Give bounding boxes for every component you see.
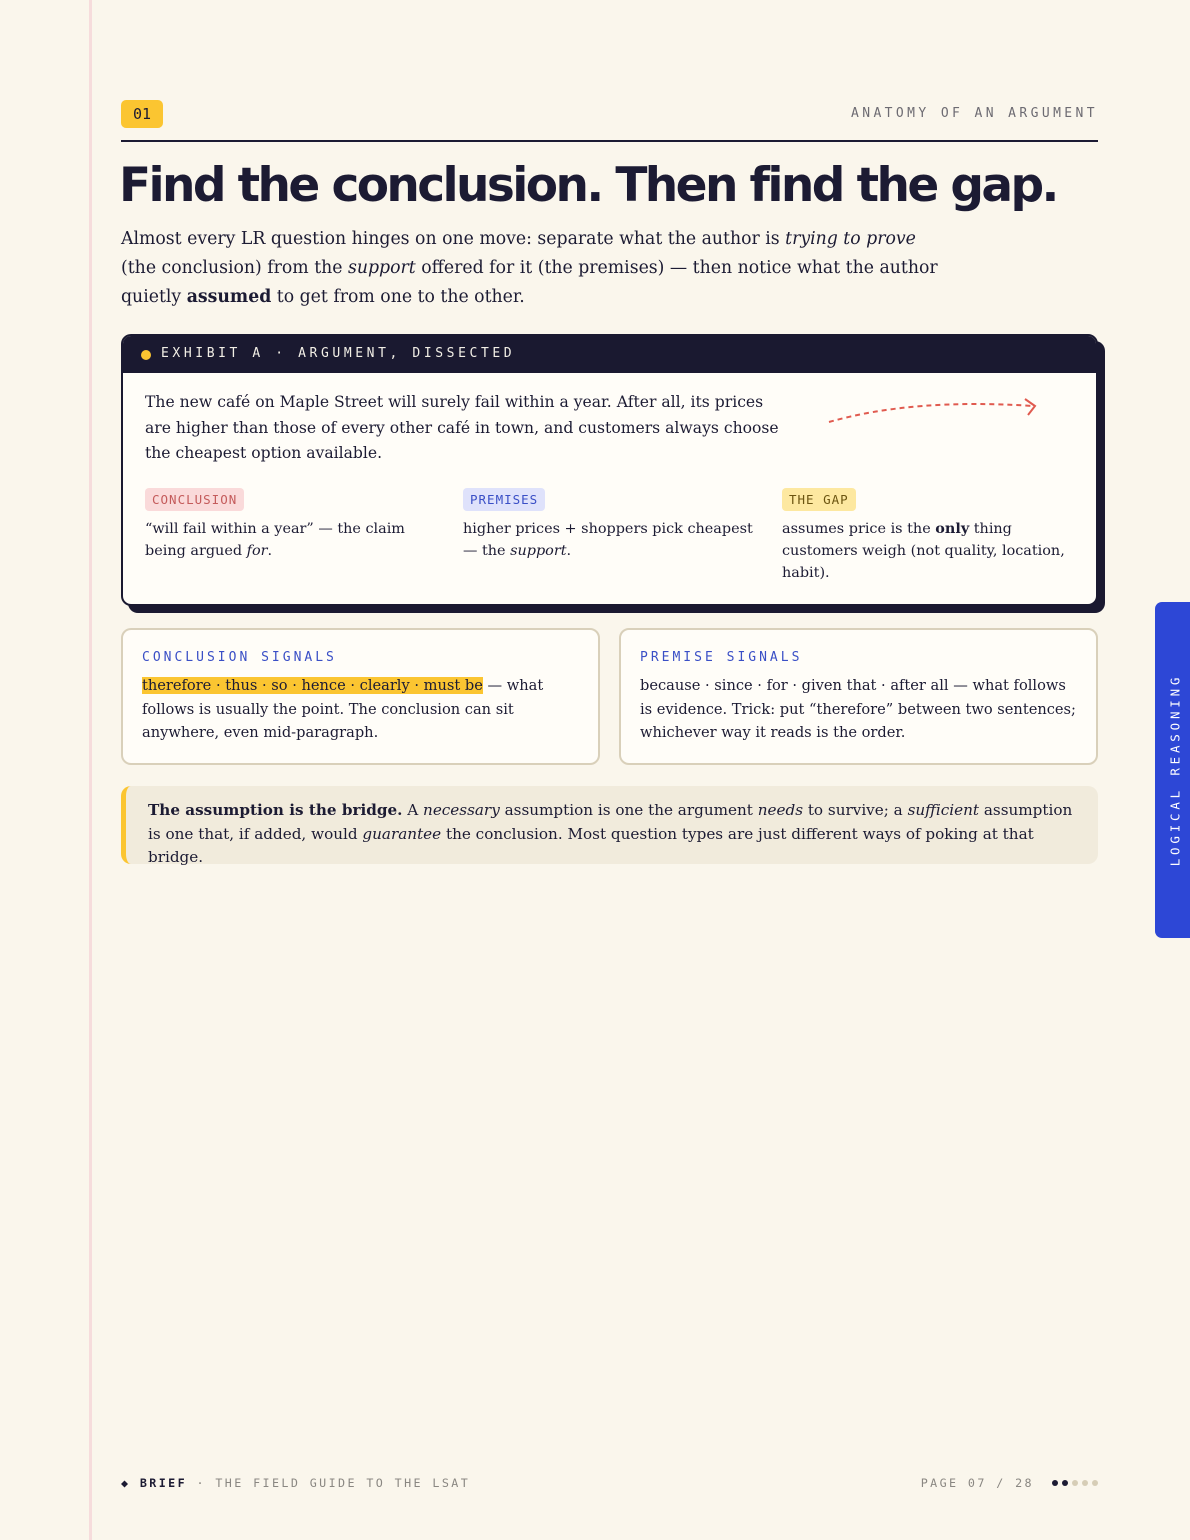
col-text-part: . xyxy=(267,543,273,559)
progress-dot xyxy=(1052,1480,1058,1486)
premise-signals-card xyxy=(619,628,1098,765)
col-text-part: “will fail within a year” — the claim being argued xyxy=(145,521,405,559)
exhibit-card xyxy=(121,334,1098,606)
callout-emphasis: necessary xyxy=(423,801,500,819)
progress-dot xyxy=(1082,1480,1088,1486)
footer-left xyxy=(121,1476,470,1490)
section-label: ANATOMY OF AN ARGUMENT xyxy=(851,106,1098,121)
assumption-callout xyxy=(121,786,1098,864)
footer-brand: BRIEF xyxy=(139,1476,188,1490)
col-strong: only xyxy=(935,520,970,537)
premises-column xyxy=(463,488,763,562)
bullet-dot-icon xyxy=(141,350,151,360)
intro-emphasis: trying to prove xyxy=(785,229,916,249)
footer-right xyxy=(921,1476,1098,1490)
col-text-part: assumes price is the xyxy=(782,521,936,537)
section-number-badge: 01 xyxy=(121,100,163,128)
footer-guide-title: THE FIELD GUIDE TO THE LSAT xyxy=(215,1476,471,1490)
gap-text xyxy=(782,518,1072,584)
col-emphasis: for xyxy=(246,543,268,559)
section-header xyxy=(121,100,1098,142)
conclusion-signals-body xyxy=(142,674,582,745)
premise-signals-body: because · since · for · given that · after all — what follows is evidence. Trick: put “therefore” between two sentences; whichever way it reads is the order. xyxy=(640,677,1076,741)
exhibit-header-bar xyxy=(123,336,1096,373)
intro-text: offered for it (the premises) — then notice what the author quietly xyxy=(121,258,938,307)
gap-column xyxy=(782,488,1072,584)
exhibit-argument: The new café on Maple Street will surely fail within a year. After all, its prices are higher than those of every other café in town, and customers always choose the cheapest option available. xyxy=(145,393,779,462)
callout-strong: The assumption is the bridge. xyxy=(148,801,403,819)
footer-separator: · xyxy=(187,1476,216,1490)
exhibit-label: EXHIBIT A · ARGUMENT, DISSECTED xyxy=(161,346,516,361)
gap-tag: THE GAP xyxy=(782,488,856,511)
callout-text: A xyxy=(402,801,424,819)
page-title: Find the conclusion. Then find the gap. xyxy=(119,158,1057,213)
conclusion-signals-heading: CONCLUSION SIGNALS xyxy=(142,650,337,665)
callout-text: assumption is one that, if added, would xyxy=(148,801,1073,843)
callout-emphasis: needs xyxy=(757,801,803,819)
progress-dot xyxy=(1092,1480,1098,1486)
diamond-icon: ◆ xyxy=(121,1476,131,1490)
premises-text xyxy=(463,518,763,562)
intro-emphasis: support xyxy=(348,258,416,278)
intro-text: to get from one to the other. xyxy=(271,287,525,307)
side-tab-logical-reasoning[interactable] xyxy=(1155,602,1190,938)
intro-text: (the conclusion) from the xyxy=(121,258,348,278)
col-text-part: . xyxy=(566,543,572,559)
curved-arrow-icon xyxy=(823,386,1063,426)
callout-text: the conclusion. Most question types are just different ways of poking at that bridge. xyxy=(148,824,1034,866)
side-tab-label: LOGICAL REASONING xyxy=(1167,673,1183,867)
callout-emphasis: guarantee xyxy=(362,824,442,843)
col-text-part: higher prices + shoppers pick cheapest — the xyxy=(463,521,753,559)
callout-text: assumption is one the argument xyxy=(499,801,758,819)
page-progress-dots xyxy=(1052,1480,1098,1486)
callout-emphasis: sufficient xyxy=(907,801,980,819)
callout-text: to survive; a xyxy=(803,801,908,819)
premise-signals-heading: PREMISE SIGNALS xyxy=(640,650,803,665)
signal-words-highlight: therefore · thus · so · hence · clearly · must be xyxy=(142,677,483,694)
conclusion-text xyxy=(145,518,445,562)
signal-body-text: — what follows is usually the point. The conclusion can sit anywhere, even mid-paragraph. xyxy=(142,677,544,741)
conclusion-column xyxy=(145,488,445,562)
conclusion-tag: CONCLUSION xyxy=(145,488,244,511)
col-emphasis: support xyxy=(510,543,567,559)
conclusion-signals-card xyxy=(121,628,600,765)
page-number: PAGE 07 / 28 xyxy=(920,1476,1034,1490)
col-text-part: thing customers weigh (not quality, location, habit). xyxy=(782,521,1065,581)
intro-strong: assumed xyxy=(186,287,272,307)
premises-tag: PREMISES xyxy=(463,488,545,511)
progress-dot xyxy=(1072,1480,1078,1486)
margin-rule xyxy=(89,0,92,1540)
intro-paragraph xyxy=(121,225,951,312)
progress-dot xyxy=(1062,1480,1068,1486)
intro-text: Almost every LR question hinges on one move: separate what the author is xyxy=(121,229,786,249)
